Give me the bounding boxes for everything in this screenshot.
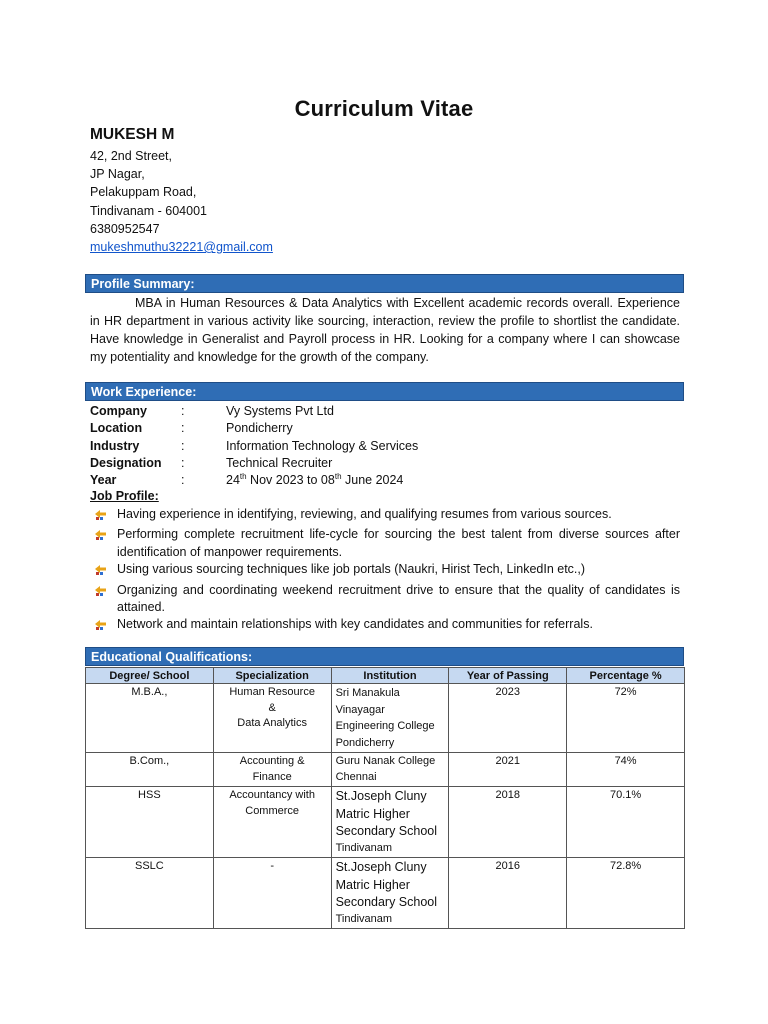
list-item: Having experience in identifying, reviewing, and qualifying resumes from various sources. (94, 506, 680, 526)
column-header: Degree/ School (86, 668, 214, 684)
degree-cell: B.Com., (86, 753, 214, 787)
table-row (86, 753, 685, 787)
field-label: Company (90, 404, 147, 418)
field-separator: : (181, 473, 185, 488)
section-header-education: Educational Qualifications: (85, 647, 684, 666)
field-label: Year (90, 473, 117, 488)
list-item: Performing complete recruitment life-cycle for sourcing the best talent from diverse sources after identification of manpower requirements. (94, 526, 680, 561)
section-header-profile: Profile Summary: (85, 274, 684, 293)
list-item: Network and maintain relationships with key candidates and communities for referrals. (94, 616, 680, 636)
year-cell: 2016 (449, 858, 567, 929)
field-label: Location (90, 421, 143, 436)
arrow-bullet-icon (94, 506, 117, 526)
specialization-cell: Accounting & Finance (213, 753, 331, 787)
arrow-bullet-icon (94, 526, 117, 546)
column-header: Specialization (213, 668, 331, 684)
column-header: Percentage % (567, 668, 685, 684)
specialization-cell: - (213, 858, 331, 929)
degree-cell: SSLC (86, 858, 214, 929)
field-label: Designation (90, 455, 162, 470)
section-header-work: Work Experience: (85, 382, 684, 401)
work-field-row (90, 472, 418, 489)
institution-cell: Sri Manakula Vinayagar Engineering College Pondicherry (331, 684, 449, 753)
degree-cell: HSS (86, 787, 214, 858)
job-profile-title: Job Profile: (90, 489, 159, 503)
work-details (90, 403, 418, 489)
profile-summary-text: MBA in Human Resources & Data Analytics with Excellent academic records overall. Experience in HR department in various activity like sourcing, interaction, review the profile to shortlist the candidate. Have knowledge in Generalist and Payroll process in HR. Looking for a company where I can showcase my potentiality and knowledge for the growth of the company. (90, 296, 680, 364)
field-value: Vy Systems Pvt Ltd (226, 404, 334, 418)
work-field-row (90, 438, 418, 455)
specialization-cell: Human Resource & Data Analytics (213, 684, 331, 753)
arrow-bullet-icon (94, 582, 117, 602)
field-separator: : (181, 438, 185, 453)
list-item: Organizing and coordinating weekend recruitment drive to ensure that the quality of candidates is attained. (94, 582, 680, 617)
percentage-cell: 72% (567, 684, 685, 753)
field-value: 24th Nov 2023 to 08th June 2024 (226, 472, 404, 488)
degree-cell: M.B.A., (86, 684, 214, 753)
column-header: Institution (331, 668, 449, 684)
contact-block (90, 147, 273, 256)
field-value: Pondicherry (226, 421, 293, 436)
year-cell: 2023 (449, 684, 567, 753)
address-line: JP Nagar, (90, 167, 145, 182)
list-item: Using various sourcing techniques like job portals (Naukri, Hirist Tech, LinkedIn etc.,) (94, 561, 680, 581)
percentage-cell: 70.1% (567, 787, 685, 858)
candidate-name: MUKESH M (90, 126, 175, 143)
address-line: Pelakuppam Road, (90, 185, 197, 200)
percentage-cell: 72.8% (567, 858, 685, 929)
field-separator: : (181, 404, 185, 418)
field-separator: : (181, 421, 185, 436)
field-label: Industry (90, 438, 140, 453)
table-row (86, 787, 685, 858)
arrow-bullet-icon (94, 616, 117, 636)
table-row (86, 858, 685, 929)
address-line: 42, 2nd Street, (90, 149, 173, 163)
email-link[interactable]: mukeshmuthu32221@gmail.com (90, 240, 273, 255)
table-header-row (86, 668, 685, 684)
field-value: Information Technology & Services (226, 438, 419, 453)
work-field-row (90, 455, 418, 472)
phone-number: 6380952547 (90, 221, 160, 236)
arrow-bullet-icon (94, 561, 117, 581)
table-row (86, 684, 685, 753)
job-profile-list (94, 506, 680, 637)
field-value: Technical Recruiter (226, 455, 333, 470)
institution-cell: St.Joseph Cluny Matric Higher Secondary School Tindivanam (331, 787, 449, 858)
specialization-cell: Accountancy with Commerce (213, 787, 331, 858)
work-field-row (90, 403, 418, 420)
address-line: Tindivanam - 604001 (90, 203, 207, 218)
column-header: Year of Passing (449, 668, 567, 684)
year-cell: 2018 (449, 787, 567, 858)
institution-cell: Guru Nanak College Chennai (331, 753, 449, 787)
institution-cell: St.Joseph Cluny Matric Higher Secondary School Tindivanam (331, 858, 449, 929)
page-title: Curriculum Vitae (294, 96, 474, 121)
education-table (85, 667, 685, 929)
percentage-cell: 74% (567, 753, 685, 787)
field-separator: : (181, 455, 185, 470)
year-cell: 2021 (449, 753, 567, 787)
work-field-row (90, 420, 418, 437)
